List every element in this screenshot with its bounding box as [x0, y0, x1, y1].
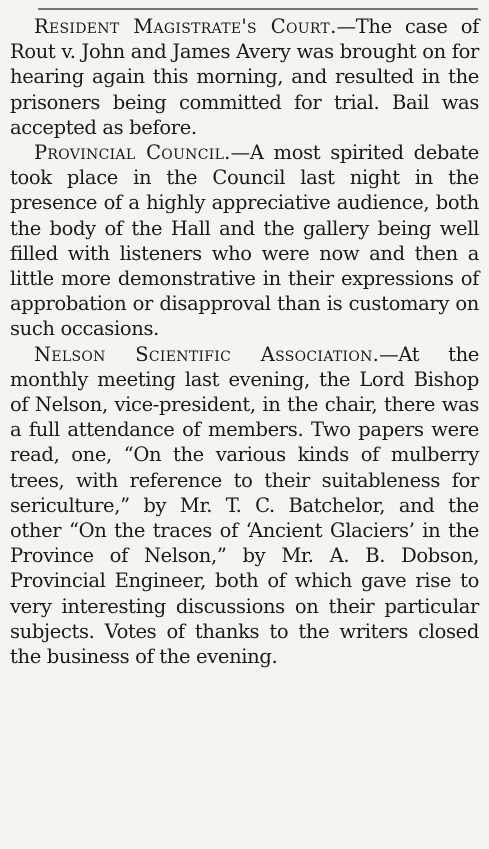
- article-heading: Resident Magistrate's Court.: [34, 15, 337, 38]
- article-body: —The case of Rout v. John and James Avery was brought on for hearing again this morning, and resulted in the prisoners being committed for trial. Bail was accepted as before.: [10, 15, 480, 139]
- article-heading: Nelson Scientific Association.: [34, 342, 380, 366]
- article-body: —At the monthly meeting last evening, the Lord Bishop of Nelson, vice-president, in the chair, there was a full attendance of members. Two papers were read, one, “On the various kinds of mulberry trees, with reference to their suitableness for sericulture,” by Mr. T. C. Batchelor, and the other “On the traces of ‘Ancient Glaciers’ in the Province of Nelson,” by Mr. A. B. Dobson, Provincial Engineer, both of which gave rise to very interesting discussions on their particular subjects. Votes of thanks to the writers closed the business of the evening.: [10, 342, 479, 669]
- article-provincial-council: [10, 140, 479, 342]
- article-nelson-scientific-association: [10, 342, 479, 670]
- top-rule: [38, 8, 478, 10]
- article-heading: Provincial Council.: [34, 141, 231, 165]
- article-resident-magistrates-court: [10, 14, 479, 140]
- article-body: —A most spirited debate took place in the Council last night in the presence of a highly appreciative audience, both the body of the Hall and the gallery being well filled with listeners who were now and then a little more demonstrative in their expressions of approbation or disapproval than is customary on such occasions.: [10, 141, 479, 341]
